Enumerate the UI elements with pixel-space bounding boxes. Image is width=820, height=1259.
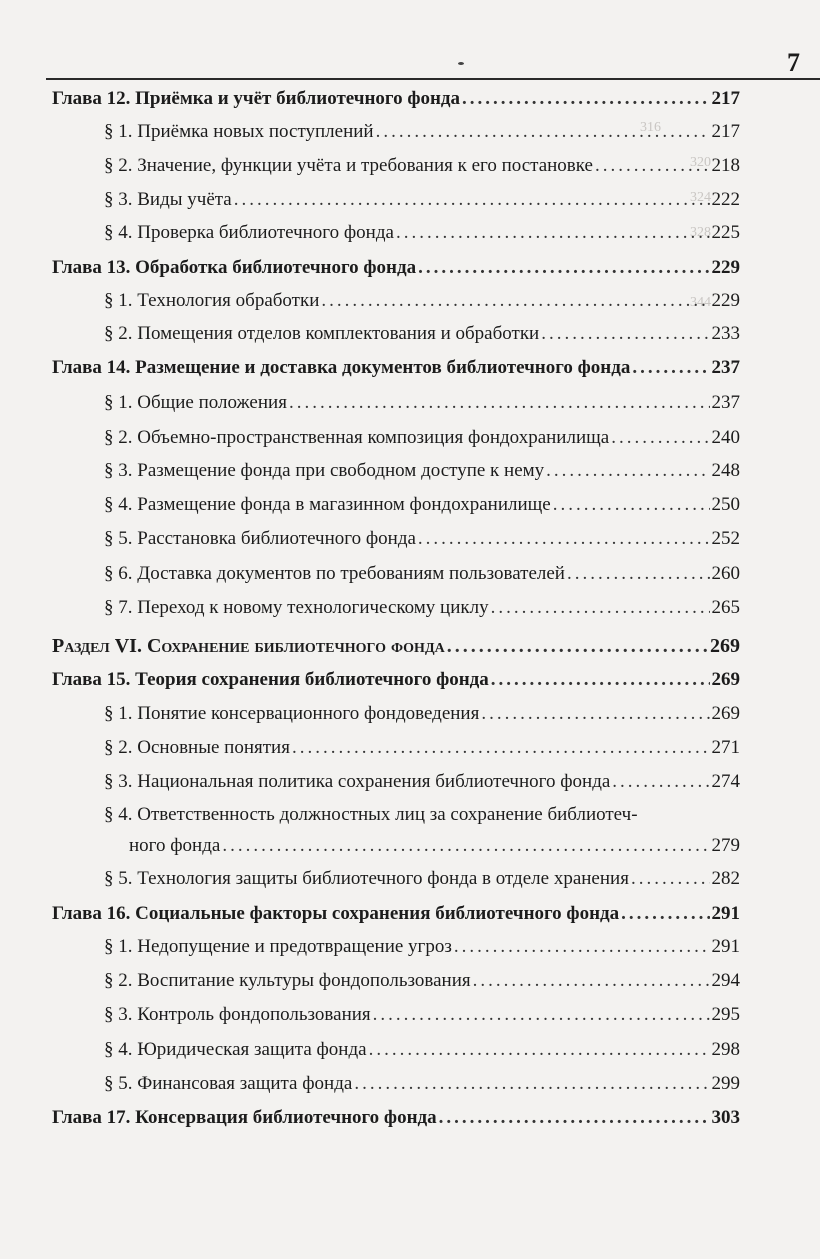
toc-chapter-15 (52, 669, 740, 691)
entry-title: § 3. Виды учёта (104, 189, 232, 210)
toc-item (104, 1039, 740, 1061)
entry-title: Глава 12. Приёмка и учёт библиотечного фонда (52, 88, 461, 109)
top-rule (46, 78, 820, 80)
entry-title: § 4. Юридическая защита фонда (104, 1039, 367, 1060)
entry-page: 291 (711, 903, 740, 924)
entry-page: 237 (711, 357, 740, 378)
entry-title: § 1. Общие положения (104, 392, 287, 413)
entry-title: § 2. Значение, функции учёта и требования к его постановке (104, 155, 593, 176)
toc-item (104, 460, 740, 482)
entry-page: 225 (711, 222, 740, 243)
entry-page: 294 (711, 970, 740, 991)
toc-item (104, 563, 740, 585)
entry-title: Глава 17. Консервация библиотечного фонда (52, 1107, 437, 1128)
entry-title: § 5. Финансовая защита фонда (104, 1073, 353, 1094)
entry-page: 269 (711, 703, 740, 724)
entry-title: ного фонда (129, 835, 221, 856)
entry-page: 237 (711, 392, 740, 413)
toc-item (104, 392, 740, 414)
toc-chapter-12 (52, 88, 740, 110)
toc-item (104, 936, 740, 958)
entry-page: 269 (710, 635, 740, 657)
entry-page: 218 (711, 155, 740, 176)
entry-title: § 3. Размещение фонда при свободном доступе к нему (104, 460, 545, 481)
toc-item (104, 771, 740, 793)
entry-page: 240 (711, 427, 740, 448)
entry-title: § 4. Проверка библиотечного фонда (104, 222, 394, 243)
toc-chapter-13 (52, 257, 740, 279)
entry-page: 233 (711, 323, 740, 344)
toc-item (104, 189, 740, 211)
toc-item (104, 427, 740, 449)
entry-title: § 5. Расстановка библиотечного фонда (104, 528, 416, 549)
entry-page: 298 (711, 1039, 740, 1060)
toc-item (104, 703, 740, 725)
entry-page: 271 (711, 737, 740, 758)
toc-item (104, 970, 740, 992)
entry-page: 269 (711, 669, 740, 690)
entry-page: 252 (711, 528, 740, 549)
entry-title: § 2. Помещения отделов комплектования и обработки (104, 323, 540, 344)
entry-page: 274 (711, 771, 740, 792)
entry-title: Глава 16. Социальные факторы сохранения библиотечного фонда (52, 903, 620, 924)
toc-chapter-17 (52, 1107, 740, 1129)
entry-title: § 1. Технология обработки (104, 290, 320, 311)
entry-page: 229 (711, 290, 740, 311)
entry-page: 291 (711, 936, 740, 957)
entry-title: § 5. Технология защиты библиотечного фонда в отделе хранения (104, 868, 629, 889)
toc-item (104, 121, 740, 143)
entry-page: 217 (711, 121, 740, 142)
toc-item (104, 1004, 740, 1026)
entry-title: § 1. Недопущение и предотвращение угроз (104, 936, 452, 957)
speck (458, 62, 464, 65)
entry-page: 229 (711, 257, 740, 278)
entry-title: Глава 13. Обработка библиотечного фонда (52, 257, 417, 278)
toc-item (104, 494, 740, 516)
toc-item (104, 323, 740, 345)
entry-title: § 4. Размещение фонда в магазинном фондохранилище (104, 494, 551, 515)
entry-page: 282 (711, 868, 740, 889)
page-number: 7 (787, 48, 800, 77)
entry-page: 299 (711, 1073, 740, 1094)
entry-title: § 2. Основные понятия (104, 737, 290, 758)
entry-title: § 2. Воспитание культуры фондопользования (104, 970, 471, 991)
toc-item (104, 222, 740, 244)
toc-chapter-14 (52, 357, 740, 379)
toc-item (104, 597, 740, 619)
toc-section-vi (52, 635, 740, 657)
toc-item (104, 155, 740, 177)
entry-title: § 1. Понятие консервационного фондоведения (104, 703, 480, 724)
entry-page: 279 (711, 835, 740, 856)
toc-item (104, 290, 740, 312)
entry-title: § 3. Контроль фондопользования (104, 1004, 371, 1025)
toc-item (104, 737, 740, 759)
toc-item-line2 (129, 835, 740, 857)
entry-title: Раздел VI. Сохранение библиотечного фонда (52, 635, 445, 657)
toc-item (104, 528, 740, 550)
entry-title: § 6. Доставка документов по требованиям пользователей (104, 563, 565, 584)
entry-title: Глава 15. Теория сохранения библиотечного фонда (52, 669, 489, 690)
entry-page: 217 (711, 88, 740, 109)
entry-page: 295 (711, 1004, 740, 1025)
entry-page: 250 (711, 494, 740, 515)
entry-page: 260 (711, 563, 740, 584)
toc-item (104, 868, 740, 890)
entry-title: § 2. Объемно-пространственная композиция фондохранилища (104, 427, 610, 448)
toc-chapter-16 (52, 903, 740, 925)
entry-title: § 7. Переход к новому технологическому циклу (104, 597, 489, 618)
toc-item (104, 1073, 740, 1095)
entry-title: § 1. Приёмка новых поступлений (104, 121, 374, 142)
entry-title: Глава 14. Размещение и доставка документов библиотечного фонда (52, 357, 631, 378)
entry-page: 265 (711, 597, 740, 618)
entry-page: 222 (711, 189, 740, 210)
entry-title: § 3. Национальная политика сохранения библиотечного фонда (104, 771, 611, 792)
entry-page: 303 (711, 1107, 740, 1128)
toc-item-line1: § 4. Ответственность должностных лиц за сохранение библиотеч- (104, 804, 638, 825)
entry-page: 248 (711, 460, 740, 481)
